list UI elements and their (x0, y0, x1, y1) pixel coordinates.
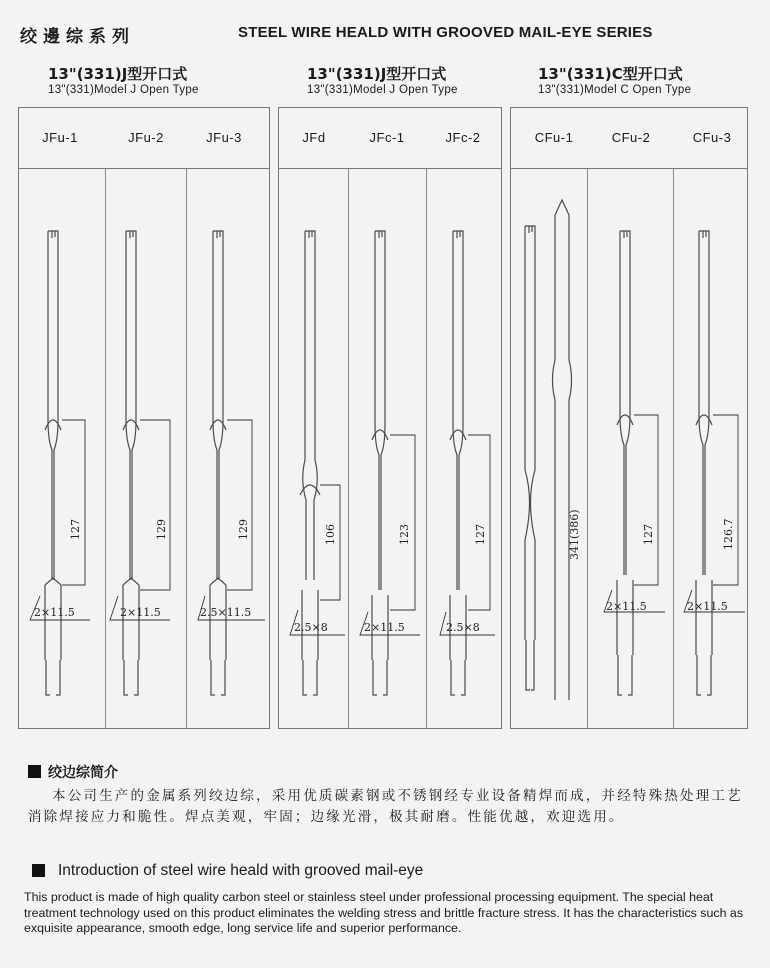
heald-drawing-jfu-2 (123, 231, 139, 695)
group-1-title: 13"(331)J型开口式 (48, 65, 188, 83)
heald-drawing-jfu-3 (210, 231, 226, 695)
dim-eye-jfu-2: 2×11.5 (120, 606, 161, 619)
dim-length-jfc-2: 127 (474, 524, 487, 545)
dim-length-cfu-2: 127 (642, 524, 655, 545)
group-2-title: 13"(331)J型开口式 (307, 65, 447, 83)
heald-label-cfu-2: CFu-2 (611, 130, 651, 145)
dim-eye-jfc-1: 2×11.5 (364, 621, 405, 634)
bullet-square-icon (32, 864, 45, 877)
dim-length-jfc-1: 123 (398, 524, 411, 545)
title-en: STEEL WIRE HEALD WITH GROOVED MAIL-EYE SERIES (238, 24, 653, 41)
dimension-lines-cfu-2 (604, 415, 665, 612)
heald-label-jfc-1: JFc-1 (369, 130, 405, 145)
heald-label-jfu-1: JFu-1 (42, 130, 78, 145)
group-1-subtitle: 13"(331)Model J Open Type (48, 84, 199, 96)
intro-cn-body: 本公司生产的金属系列绞边综，采用优质碳素钢或不锈钢经专业设备精焊而成，并经特殊热处理工艺消除焊接应力和脆性。焊点美观，牢固；边缘光滑，极其耐磨。性能优越，欢迎选用。 (28, 788, 743, 825)
heald-drawing-cfu-3 (696, 231, 712, 695)
heald-label-cfu-3: CFu-3 (692, 130, 732, 145)
intro-cn-heading: 绞边综简介 (48, 765, 118, 781)
dim-eye-jfd: 2.5×8 (294, 621, 328, 634)
group-2-subtitle: 13"(331)Model J Open Type (307, 84, 458, 96)
heald-drawing-cfu-1 (525, 200, 572, 700)
dim-length-cfu-1: 341(386) (568, 509, 581, 560)
heald-label-cfu-1: CFu-1 (534, 130, 574, 145)
group-3-subtitle: 13"(331)Model C Open Type (538, 84, 692, 96)
dimension-lines-jfu-3 (198, 420, 265, 620)
heald-drawing-cfu-2 (617, 231, 633, 695)
dim-eye-cfu-3: 2×11.5 (687, 600, 728, 613)
dim-eye-jfu-3: 2.5×11.5 (200, 606, 252, 619)
group-3-title: 13"(331)C型开口式 (538, 65, 683, 83)
heald-label-jfu-3: JFu-3 (206, 130, 242, 145)
dim-length-jfu-3: 129 (237, 519, 250, 540)
dim-length-cfu-3: 126.7 (722, 518, 735, 550)
bullet-square-icon (28, 765, 41, 778)
heald-label-jfd: JFd (302, 130, 326, 145)
intro-en-heading: Introduction of steel wire heald with grooved mail-eye (58, 862, 424, 879)
heald-label-jfu-2: JFu-2 (128, 130, 164, 145)
dim-eye-jfu-1: 2×11.5 (34, 606, 75, 619)
dim-length-jfd: 106 (324, 524, 337, 545)
dim-eye-jfc-2: 2.5×8 (446, 621, 480, 634)
dim-length-jfu-2: 129 (155, 519, 168, 540)
intro-en-body: This product is made of high quality carbon steel or stainless steel under professional processing equipment. The special heat treatment technology used on this product eliminates the welding stress and brittle fracture stress. It has the characteristics such as exquisite appearance, smooth edge, long service life and superior performance. (24, 890, 744, 935)
dimension-lines-jfc-1 (360, 435, 420, 635)
title-cn: 绞邊综系列 (20, 27, 135, 47)
dim-eye-cfu-2: 2×11.5 (606, 600, 647, 613)
dim-length-jfu-1: 127 (69, 519, 82, 540)
heald-label-jfc-2: JFc-2 (445, 130, 481, 145)
heald-drawing-jfu-1 (45, 231, 61, 695)
dimension-lines-cfu-3 (684, 415, 745, 612)
